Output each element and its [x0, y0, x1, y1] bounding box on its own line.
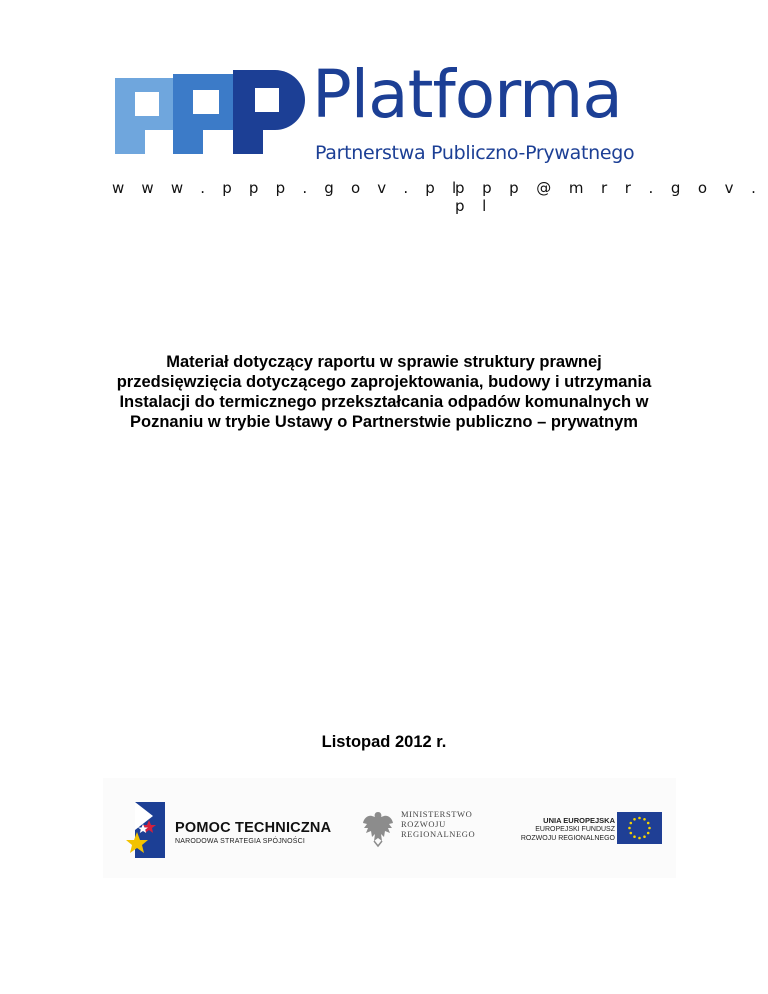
- email-link[interactable]: p p p @ m r r . g o v . p l: [455, 179, 763, 215]
- title-line: przedsięwzięcia dotyczącego zaprojektowania, budowy i utrzymania: [116, 373, 652, 391]
- eu-text: [515, 816, 615, 843]
- eu-flag-icon: [617, 812, 662, 844]
- title-line: Poznaniu w trybie Ustawy o Partnerstwie publiczno – prywatnym: [130, 413, 638, 431]
- brand-subtitle: Partnerstwa Publiczno-Prywatnego: [315, 142, 635, 164]
- ministry-line: ROZWOJU: [401, 819, 446, 829]
- polish-eagle-icon: [362, 810, 394, 848]
- website-link[interactable]: w w w . p p p . g o v . p l: [112, 179, 463, 197]
- ppp-logo-icon: [115, 70, 305, 154]
- eu-title: UNIA EUROPEJSKA: [543, 816, 615, 825]
- title-line: Instalacji do termicznego przekształcania odpadów komunalnych w: [119, 393, 649, 411]
- document-date: Listopad 2012 r.: [321, 733, 447, 751]
- eu-sub-line: ROZWOJU REGIONALNEGO: [520, 835, 615, 842]
- brand-wordmark: Platforma: [312, 56, 622, 133]
- pomoc-techniczna-logo-icon: [125, 802, 165, 858]
- ministry-line: REGIONALNEGO: [401, 829, 476, 839]
- eu-sub-line: EUROPEJSKI FUNDUSZ: [535, 826, 615, 833]
- footer-logos: [103, 778, 676, 878]
- document-title: [40, 352, 728, 432]
- pomoc-techniczna-subtitle: NARODOWA STRATEGIA SPÓJNOŚCI: [175, 838, 306, 845]
- ministry-name: [401, 809, 475, 839]
- title-line: Materiał dotyczący raportu w sprawie struktury prawnej: [166, 353, 602, 371]
- pomoc-techniczna-title: POMOC TECHNICZNA: [175, 820, 332, 836]
- ministry-line: MINISTERSTWO: [401, 809, 473, 819]
